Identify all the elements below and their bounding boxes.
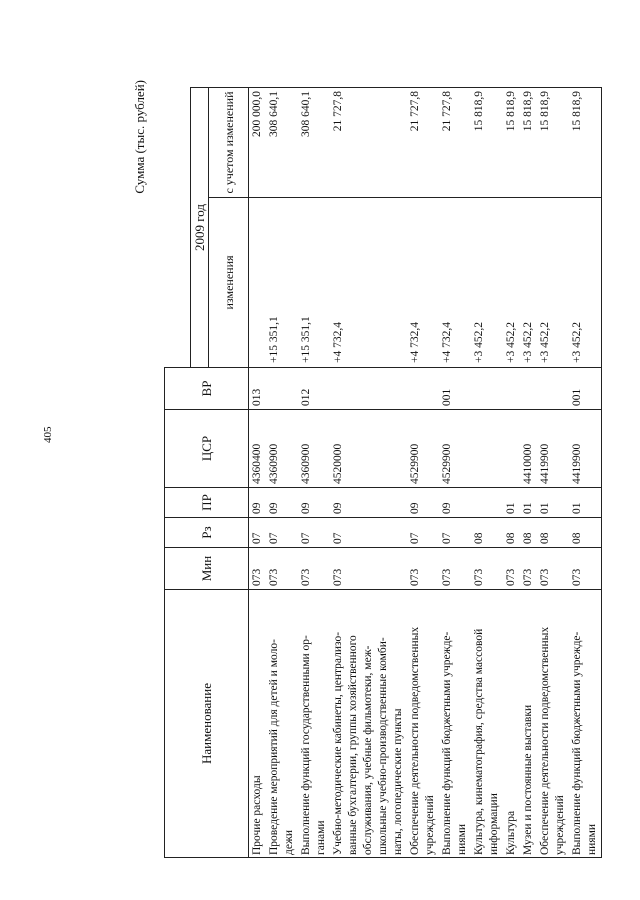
cell-rz: 07 [407, 518, 439, 548]
cell-rz: 07 [249, 518, 267, 548]
cell-vr [537, 368, 569, 410]
table-row [298, 88, 330, 858]
cell-change: +4 732,4 [439, 198, 471, 368]
cell-min: 073 [266, 548, 298, 590]
cell-csr: 4529900 [407, 410, 439, 488]
cell-csr [471, 410, 503, 488]
table-row [439, 88, 471, 858]
cell-rz: 08 [520, 518, 537, 548]
cell-min: 073 [537, 548, 569, 590]
cell-change: +3 452,2 [569, 198, 602, 368]
cell-min: 073 [330, 548, 407, 590]
cell-vr [266, 368, 298, 410]
cell-rz: 07 [298, 518, 330, 548]
header-min: Мин [165, 548, 249, 590]
cell-name: Музеи и постоянные выставки [520, 590, 537, 858]
cell-total: 308 640,1 [298, 88, 330, 198]
cell-vr: 013 [249, 368, 267, 410]
cell-name: Обеспечение деятельности подведомственных учреждений [537, 590, 569, 858]
cell-pr: 09 [330, 488, 407, 518]
cell-name: Культура, кинематография, средства массовой информации [471, 590, 503, 858]
cell-pr: 01 [569, 488, 602, 518]
table-header [165, 88, 249, 858]
cell-min: 073 [503, 548, 520, 590]
cell-total: 15 818,9 [569, 88, 602, 198]
cell-pr: 09 [439, 488, 471, 518]
cell-vr: 001 [569, 368, 602, 410]
cell-rz: 08 [503, 518, 520, 548]
cell-change: +3 452,2 [537, 198, 569, 368]
cell-min: 073 [439, 548, 471, 590]
table-row [503, 88, 520, 858]
cell-total: 308 640,1 [266, 88, 298, 198]
cell-vr [520, 368, 537, 410]
page-number: 405 [42, 426, 54, 443]
table-row [407, 88, 439, 858]
amount-caption: Сумма (тыс. рублей) [132, 80, 147, 194]
cell-min: 073 [407, 548, 439, 590]
cell-change: +15 351,1 [298, 198, 330, 368]
rotated-budget-table-area [132, 80, 614, 858]
header-name: Наименование [165, 590, 249, 858]
cell-csr: 4529900 [439, 410, 471, 488]
cell-vr: 001 [439, 368, 471, 410]
cell-vr [503, 368, 520, 410]
table-row [569, 88, 602, 858]
cell-change: +3 452,2 [503, 198, 520, 368]
cell-rz: 07 [266, 518, 298, 548]
cell-vr [330, 368, 407, 410]
cell-rz: 08 [471, 518, 503, 548]
cell-change [249, 198, 267, 368]
cell-pr: 09 [298, 488, 330, 518]
cell-pr: 09 [266, 488, 298, 518]
cell-total: 15 818,9 [471, 88, 503, 198]
cell-pr: 01 [520, 488, 537, 518]
cell-pr: 09 [407, 488, 439, 518]
header-year: 2009 год [191, 88, 209, 368]
cell-total: 15 818,9 [520, 88, 537, 198]
cell-name: Обеспечение деятельности подведомственных учреждений [407, 590, 439, 858]
table-row [520, 88, 537, 858]
cell-change: +15 351,1 [266, 198, 298, 368]
cell-rz: 07 [330, 518, 407, 548]
cell-rz: 08 [537, 518, 569, 548]
cell-name: Выполнение функций бюджетными учрежде- ниями [439, 590, 471, 858]
cell-total: 200 000,0 [249, 88, 267, 198]
cell-name: Учебно-методические кабинеты, централизо- ванные бухгалтерии, группы хозяйственного обслуживания, учебные фильмотеки, меж- школьные учебно-производственные комби- наты, логопедические пункты [330, 590, 407, 858]
cell-total: 15 818,9 [503, 88, 520, 198]
cell-min: 073 [471, 548, 503, 590]
cell-pr: 01 [537, 488, 569, 518]
cell-min: 073 [298, 548, 330, 590]
cell-vr [471, 368, 503, 410]
table-row [266, 88, 298, 858]
budget-table [164, 87, 602, 858]
cell-name: Прочие расходы [249, 590, 267, 858]
table-row [471, 88, 503, 858]
cell-csr: 4410000 [520, 410, 537, 488]
cell-change: +4 732,4 [407, 198, 439, 368]
cell-rz: 07 [439, 518, 471, 548]
cell-csr: 4520000 [330, 410, 407, 488]
cell-vr: 012 [298, 368, 330, 410]
cell-change: +3 452,2 [471, 198, 503, 368]
cell-csr: 4419900 [537, 410, 569, 488]
header-rz: Рз [165, 518, 249, 548]
cell-min: 073 [520, 548, 537, 590]
table-row [537, 88, 569, 858]
cell-min: 073 [249, 548, 267, 590]
cell-change: +4 732,4 [330, 198, 407, 368]
table-row [330, 88, 407, 858]
header-vr: ВР [165, 368, 249, 410]
cell-name: Проведение мероприятий для детей и моло- дежи [266, 590, 298, 858]
cell-csr: 4360400 [249, 410, 267, 488]
header-with-changes: с учетом изменений [209, 88, 249, 198]
header-pr: ПР [165, 488, 249, 518]
cell-change: +3 452,2 [520, 198, 537, 368]
cell-total: 21 727,8 [330, 88, 407, 198]
cell-name: Культура [503, 590, 520, 858]
cell-csr: 4360900 [298, 410, 330, 488]
cell-csr [503, 410, 520, 488]
cell-csr: 4419900 [569, 410, 602, 488]
cell-pr: 09 [249, 488, 267, 518]
cell-rz: 08 [569, 518, 602, 548]
header-changes: изменения [209, 198, 249, 368]
cell-total: 21 727,8 [407, 88, 439, 198]
table-row [249, 88, 267, 858]
cell-pr: 01 [503, 488, 520, 518]
cell-total: 15 818,9 [537, 88, 569, 198]
header-csr: ЦСР [165, 410, 249, 488]
cell-csr: 4360900 [266, 410, 298, 488]
cell-total: 21 727,8 [439, 88, 471, 198]
cell-vr [407, 368, 439, 410]
table-body [249, 88, 602, 858]
cell-name: Выполнение функций бюджетными учрежде- ниями [569, 590, 602, 858]
cell-pr [471, 488, 503, 518]
cell-name: Выполнение функций государственными ор- ганами [298, 590, 330, 858]
cell-min: 073 [569, 548, 602, 590]
